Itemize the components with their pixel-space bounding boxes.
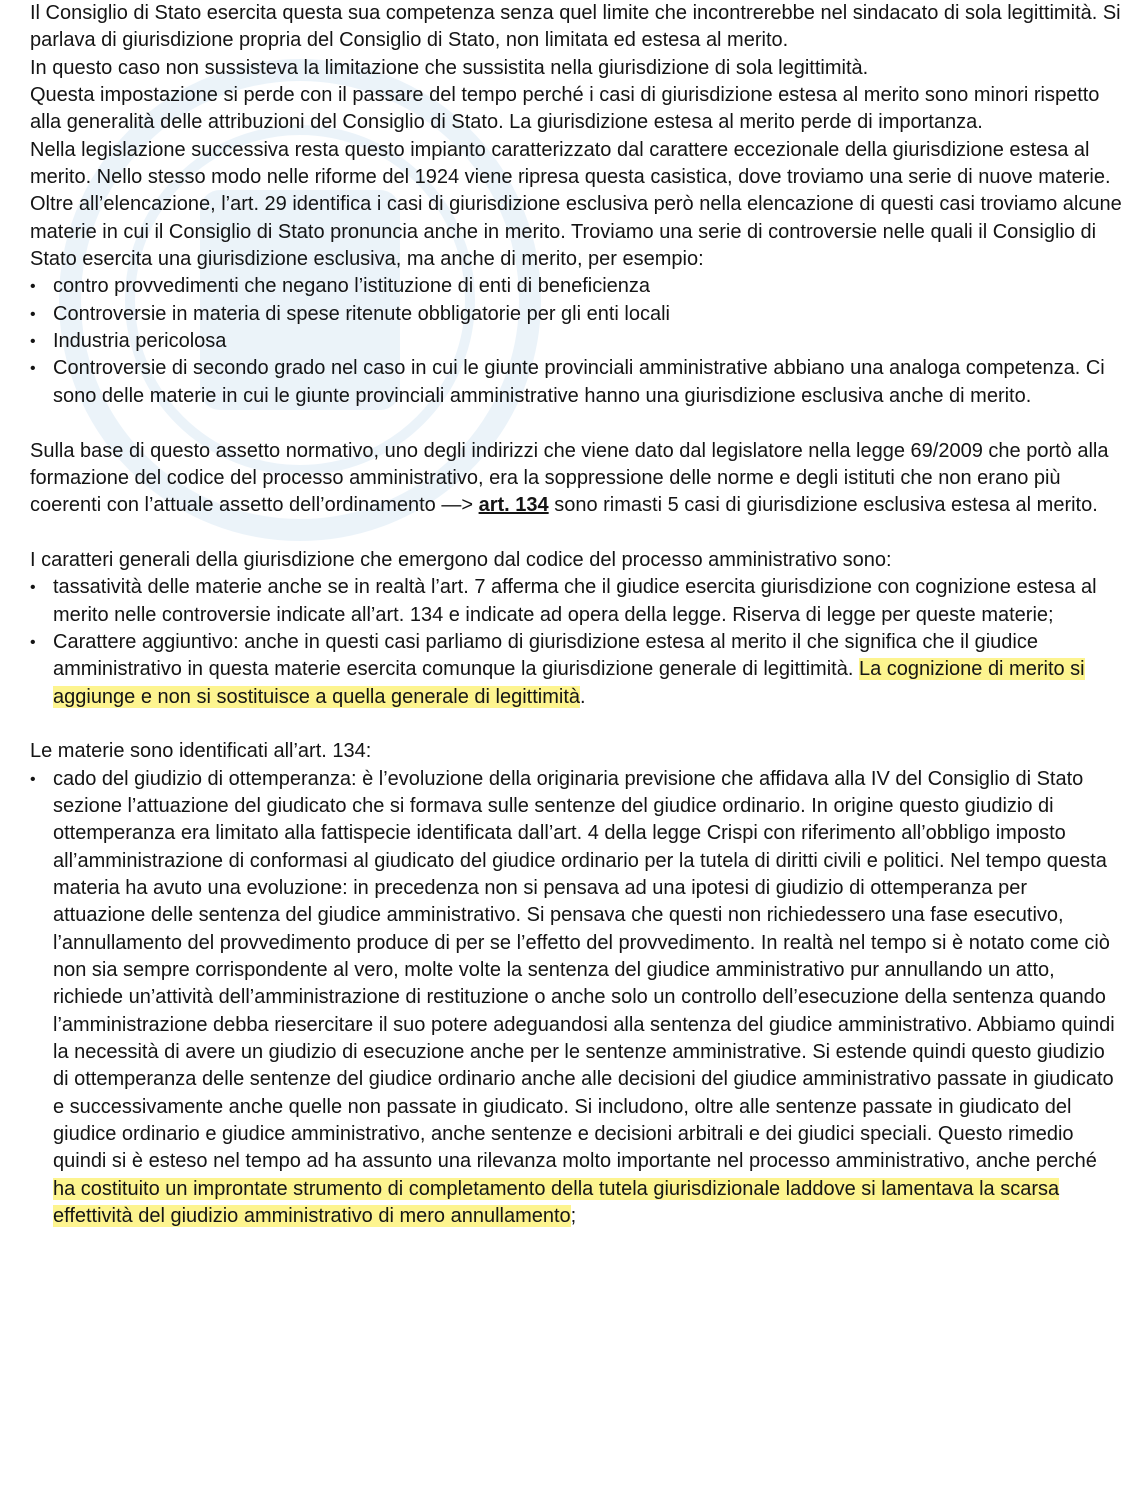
paragraph: Il Consiglio di Stato esercita questa sua competenza senza quel limite che incontrerebbe nel sindacato di sola legittimità. Si parlava di giurisdizione propria del Consiglio di Stato, non limitata ed estesa al merito. [30, 2, 1121, 52]
paragraph: I caratteri generali della giurisdizione che emergono dal codice del processo amministrativo sono: [30, 548, 892, 571]
paragraph [30, 438, 1122, 520]
paragraph: Nella legislazione successiva resta questo impianto caratterizzato dal carattere eccezionale della giurisdizione estesa al merito. Nello stesso modo nelle riforme del 1924 viene ripresa questa casistica, dove troviamo una serie di nuove materie. [30, 138, 1111, 189]
text-span: ; [570, 1205, 577, 1228]
document-page [30, 0, 1122, 1230]
paragraph: Questa impostazione si perde con il passare del tempo perché i casi di giurisdizione estesa al merito sono minori rispetto alla generalità delle attribuzioni del Consiglio di Stato. La giurisdizione estesa al merito perde di importanza. [30, 84, 1100, 134]
list-item: • Controversie in materia di spese ritenute obbligatorie per gli enti locali [30, 301, 1122, 328]
paragraph: Oltre all’elencazione, l’art. 29 identifica i casi di giurisdizione esclusiva però nella elencazione di questi casi troviamo alcune materie in cui il Consiglio di Stato pronuncia anche in merito. Troviamo una serie di controversie nelle quali il Consiglio di Stato esercita una giurisdizione esclusiva, ma anche di merito, per esempio: [30, 193, 1122, 271]
text-span: cado del giudizio di ottemperanza: è l’evoluzione della originaria previsione che affidava alla IV del Consiglio di Stato sezione l’attuazione del giudicato che si formava sulle sentenze del giudice ordinario. In origine questo giudizio di ottemperanza era limitato alla fattispecie identificata dall’art. 4 della legge Crispi con riferimento all’obbligo imposto all’amministrazione di conformasi al giudicato del giudice ordinario per la tutela di diritti civili e politici. Nel tempo questa materia ha avuto una evoluzione: in precedenza non si pensava ad una ipotesi di giudizio di ottemperanza per attuazione delle sentenza del giudice amministrativo. Si pensava che questi non richiedessero una fase esecutivo, l’annullamento del provvedimento produce di per se l’effetto del provvedimento. In realtà nel tempo si è notato come ciò non sia sempre corrispondente al vero, molte volte la sentenza del giudice amministrativo pur annullando un atto, richiede un’attività dell’amministrazione di restituzione o anche solo un controllo dell’esecuzione della sentenza quando l’amministrazione debba riesercitare il suo potere adeguandosi alla sentenza del giudice amministrativo. Abbiamo quindi la necessità di avere un giudizio di esecuzione anche per le sentenze amministrative. Si estende quindi questo giudizio di ottemperanza delle sentenze del giudice ordinario anche alle decisioni del giudice amministrativo passate in giudicato e successivamente anche quelle non passate in giudicato. Si includono, oltre alle sentenze passate in giudicato del giudice ordinario e giudice amministrativo, anche sentenze e decisioni arbitrali e dei giudici speciali. Questo rimedio quindi si è esteso nel tempo ad ha assunto una rilevanza molto importante nel processo amministrativo, anche perché [53, 767, 1115, 1173]
bullet-list [30, 574, 1122, 711]
text-span: sono rimasti 5 casi di giurisdizione esclusiva estesa al merito. [548, 494, 1098, 517]
bullet-list [30, 273, 1122, 410]
highlighted-text: ha costituito un improntate strumento di completamento della tutela giurisdizionale laddove si lamentava la scarsa effettività del giudizio amministrativo di mero annullamento [53, 1177, 1060, 1228]
bullet-list [30, 766, 1122, 1231]
text-span: . [580, 685, 586, 708]
list-item [30, 629, 1122, 711]
highlighted-text: La cognizione di merito si aggiunge e non si sostituisce a quella generale di legittimità [53, 658, 1085, 708]
paragraph: In questo caso non sussisteva la limitazione che sussistita nella giurisdizione di sola legittimità. [30, 56, 869, 79]
art-134-link[interactable]: art. 134 [478, 494, 549, 517]
text-span: Sulla base di questo assetto normativo, uno degli indirizzi che viene dato dal legislatore nella legge 69/2009 che portò alla formazione del codice del processo amministrativo, era la soppressione delle norme e degli istituti che non erano più coerenti con l’attuale assetto dell’ordinamento —> [30, 439, 1109, 517]
text-span: Carattere aggiuntivo: anche in questi casi parliamo di giurisdizione estesa al merito il che significa che il giudice amministrativo in questa materie esercita comunque la giurisdizione generale di legittimità. [53, 630, 1038, 681]
list-item [30, 766, 1122, 1231]
list-item: • tassatività delle materie anche se in realtà l’art. 7 afferma che il giudice esercita giurisdizione con cognizione estesa al merito nelle controversie indicate all’art. 134 e indicate ad opera della legge. Riserva di legge per queste materie; [30, 574, 1122, 629]
list-item: • Industria pericolosa [30, 328, 1122, 355]
spacer [30, 520, 1122, 547]
spacer [30, 711, 1122, 738]
list-item: • Controversie di secondo grado nel caso in cui le giunte provinciali amministrative abbiano una analoga competenza. Ci sono delle materie in cui le giunte provinciali amministrative hanno una giurisdizione esclusiva anche di merito. [30, 355, 1122, 410]
paragraph: Le materie sono identificati all’art. 134: [30, 740, 372, 763]
spacer [30, 410, 1122, 437]
list-item: • contro provvedimenti che negano l’istituzione di enti di beneficienza [30, 273, 1122, 300]
